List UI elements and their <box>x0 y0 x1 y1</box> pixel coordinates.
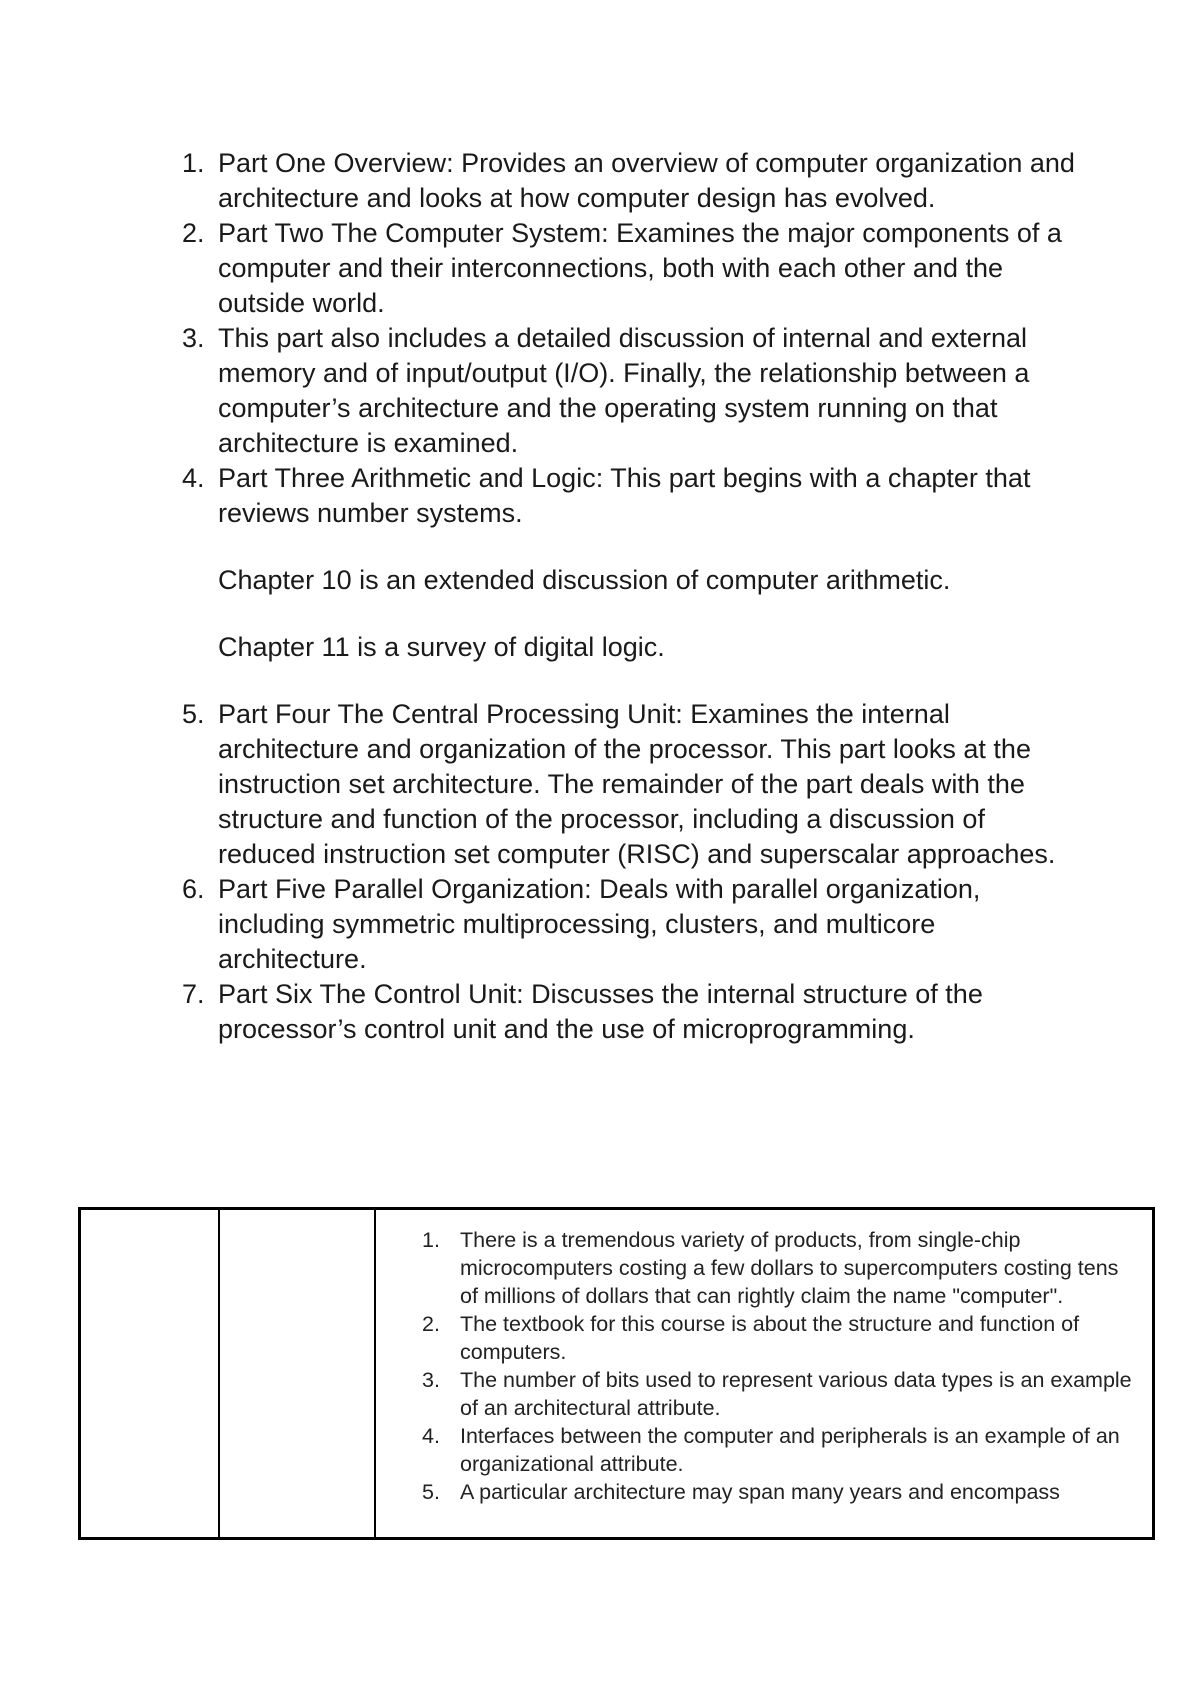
list-item-number: 1. <box>182 148 205 178</box>
list-item-number: 2. <box>422 1312 440 1336</box>
list-item <box>182 146 1082 216</box>
list-item <box>422 1478 1142 1506</box>
list-item <box>182 872 1082 977</box>
list-item <box>422 1310 1142 1366</box>
list-item-text: Interfaces between the computer and peripherals is an example of an organizational attribute. <box>460 1424 1120 1476</box>
table-cell-empty <box>80 1209 220 1539</box>
list-item-text: Part Four The Central Processing Unit: Examines the internal architecture and organization of the processor. This part looks at the instruction set architecture. The remainder of the part deals with the structure and function of the processor, including a discussion of reduced instruction set computer (RISC) and superscalar approaches. <box>218 699 1056 869</box>
list-item-number: 1. <box>422 1228 440 1252</box>
list-item-text: Part One Overview: Provides an overview of computer organization and architecture and looks at how computer design has evolved. <box>218 148 1075 213</box>
list-item <box>182 321 1082 461</box>
list-item <box>422 1366 1142 1422</box>
list-item-text: A particular architecture may span many years and encompass <box>460 1480 1060 1504</box>
list-item <box>182 977 1082 1047</box>
list-item-paragraph: Chapter 11 is a survey of digital logic. <box>218 632 665 662</box>
list-item-text: The number of bits used to represent various data types is an example of an architectural attribute. <box>460 1368 1132 1420</box>
list-item-text: There is a tremendous variety of products, from single-chip microcomputers costing a few dollars to supercomputers costing tens of millions of dollars that can rightly claim the name "computer". <box>460 1228 1119 1308</box>
list-item <box>182 216 1082 321</box>
list-item-number: 3. <box>182 323 205 353</box>
table-cell-notes <box>375 1209 1154 1539</box>
list-item-text: Part Six The Control Unit: Discusses the internal structure of the processor’s control unit and the use of microprogramming. <box>218 979 983 1044</box>
list-item-number: 4. <box>422 1424 440 1448</box>
list-item-number: 6. <box>182 874 205 904</box>
list-item-number: 7. <box>182 979 205 1009</box>
notes-table <box>78 1207 1155 1540</box>
table-row <box>80 1209 1154 1539</box>
list-item-number: 5. <box>422 1480 440 1504</box>
list-item-text: This part also includes a detailed discussion of internal and external memory and of input/output (I/O). Finally, the relationship between a computer’s architecture and the operating system running on that architecture is examined. <box>218 323 1030 458</box>
table-cell-empty <box>219 1209 375 1539</box>
list-item-text: Part Three Arithmetic and Logic: This part begins with a chapter that reviews number systems. <box>218 463 1031 528</box>
list-item-text: The textbook for this course is about the structure and function of computers. <box>460 1312 1080 1364</box>
overview-list <box>182 146 1082 1047</box>
list-item-number: 3. <box>422 1368 440 1392</box>
list-item <box>182 697 1082 872</box>
list-item <box>182 461 1082 665</box>
list-item-text: Part Five Parallel Organization: Deals with parallel organization, including symmetric multiprocessing, clusters, and multicore architecture. <box>218 874 981 974</box>
list-item-number: 5. <box>182 699 205 729</box>
list-item <box>422 1226 1142 1310</box>
notes-list <box>376 1210 1152 1506</box>
list-item-text: Part Two The Computer System: Examines the major components of a computer and their interconnections, both with each other and the outside world. <box>218 218 1062 318</box>
list-item-paragraph: Chapter 10 is an extended discussion of computer arithmetic. <box>218 565 951 595</box>
list-item-number: 2. <box>182 218 205 248</box>
list-item-number: 4. <box>182 463 205 493</box>
list-item <box>422 1422 1142 1478</box>
